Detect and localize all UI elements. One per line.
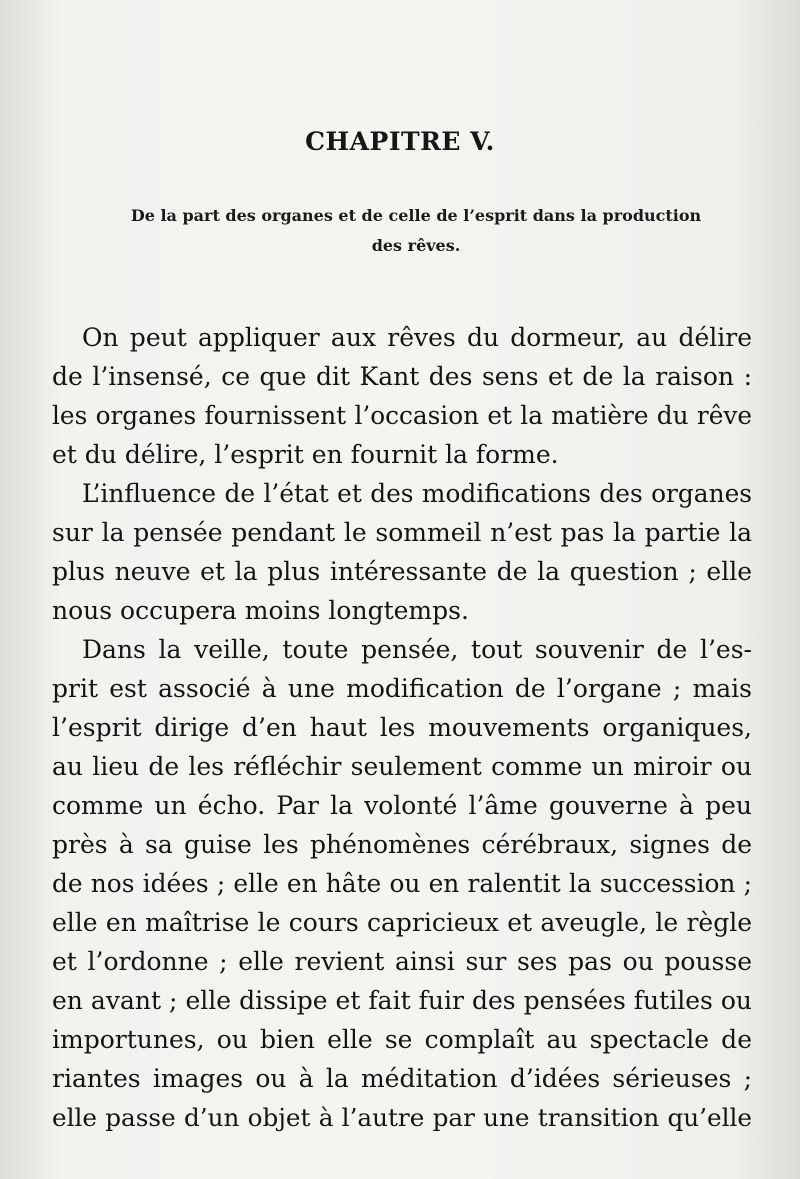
text-line: nous occupera moins longtemps. <box>52 596 469 625</box>
chapter-subtitle <box>78 201 754 261</box>
body-text <box>52 318 752 1137</box>
text-line: sur la pensée pendant le sommeil n’est pas la partie la <box>52 518 752 547</box>
text-line: plus neuve et la plus intéressante de la question ; elle <box>52 557 752 586</box>
text-line: riantes images ou à la méditation d’idées sérieuses ; <box>52 1064 752 1093</box>
subtitle-line: des rêves. <box>371 236 461 255</box>
text-line: en avant ; elle dissipe et fait fuir des pensées futiles ou <box>52 986 752 1015</box>
text-line: près à sa guise les phénomènes cérébraux, signes de <box>52 830 752 859</box>
paragraph <box>52 630 752 1137</box>
text-line: L’influence de l’état et des modifications des organes <box>82 479 752 508</box>
text-line: l’esprit dirige d’en haut les mouvements organiques, <box>52 713 752 742</box>
text-line: prit est associé à une modification de l’organe ; mais <box>52 674 752 703</box>
text-line: de nos idées ; elle en hâte ou en ralentit la succession ; <box>52 869 752 898</box>
text-line: importunes, ou bien elle se complaît au spectacle de <box>52 1025 752 1054</box>
chapter-title: CHAPITRE V. <box>305 127 495 156</box>
text-line: On peut appliquer aux rêves du dormeur, au délire <box>82 323 752 352</box>
text-line: de l’insensé, ce que dit Kant des sens et de la raison : <box>52 362 752 391</box>
text-line: au lieu de les réfléchir seulement comme un miroir ou <box>52 752 752 781</box>
paragraph <box>52 474 752 630</box>
text-line: comme un écho. Par la volonté l’âme gouverne à peu <box>52 791 752 820</box>
text-line: Dans la veille, toute pensée, tout souvenir de l’es- <box>82 635 752 664</box>
text-line: et du délire, l’esprit en fournit la forme. <box>52 440 559 469</box>
text-line: les organes fournissent l’occasion et la matière du rêve <box>52 401 752 430</box>
text-line: et l’ordonne ; elle revient ainsi sur ses pas ou pousse <box>52 947 752 976</box>
subtitle-line: De la part des organes et de celle de l’esprit dans la production <box>130 206 702 225</box>
paragraph <box>52 318 752 474</box>
text-line: elle passe d’un objet à l’autre par une transition qu’elle <box>52 1103 752 1132</box>
text-line: elle en maîtrise le cours capricieux et aveugle, le règle <box>52 908 752 937</box>
